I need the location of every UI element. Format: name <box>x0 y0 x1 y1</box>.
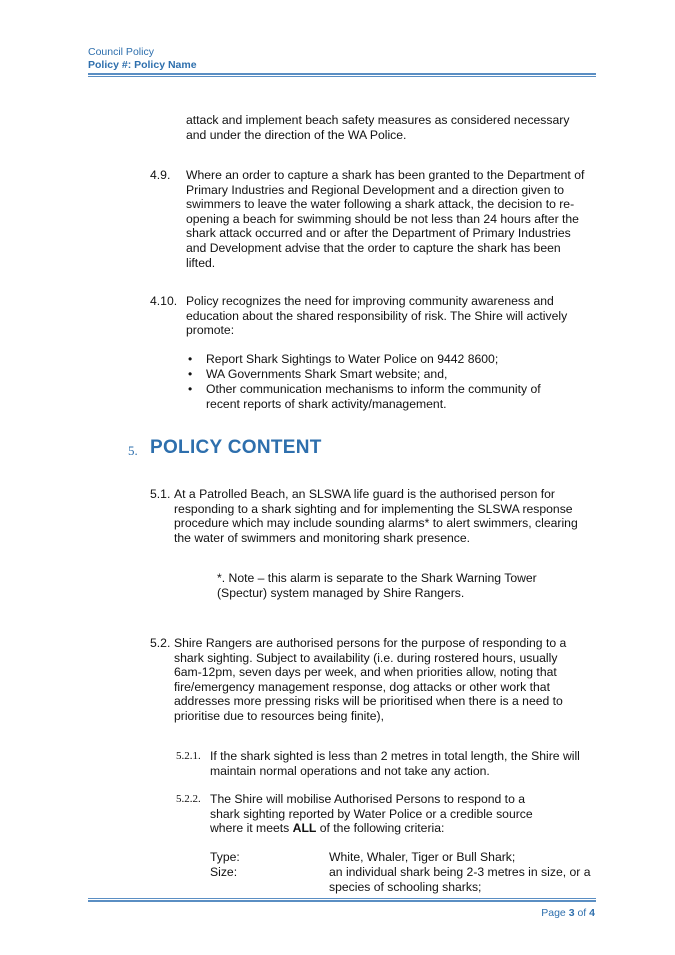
criteria-label: Type: <box>210 850 240 864</box>
item-text-4-10: Policy recognizes the need for improving community awareness and education about the shared responsibility of risk. The Shire will actively promote: <box>186 294 568 338</box>
page-word: Page <box>541 907 566 919</box>
bullet-dot: • <box>188 367 193 381</box>
criteria-emphasis: ALL <box>292 821 317 836</box>
paragraph-continuation: attack and implement beach safety measures as considered necessary and under the direction of the WA Police. <box>186 113 570 142</box>
criteria-intro-text: The Shire will mobilise Authorised Persons to respond to a shark sighting reported by Water Police or a credible source where it meets <box>210 792 533 836</box>
item-text-5-1: At a Patrolled Beach, an SLSWA life guard is the authorised person for responding to a shark sighting and for implementing the SLSWA response procedure which may include sounding alarms* to alert swimmers, clearing the water of swimmers and monitoring shark presence. <box>174 487 578 545</box>
criteria-label: Size: <box>210 865 238 879</box>
of-word: of <box>577 907 587 919</box>
bullet-item: WA Governments Shark Smart website; and, <box>206 367 448 381</box>
page-header <box>88 46 197 72</box>
item-number-5-2-1: 5.2.1. <box>176 750 201 762</box>
footer-rule <box>88 898 596 902</box>
section-number: 5. <box>128 443 138 458</box>
criteria-intro-end: of the following criteria: <box>316 821 445 836</box>
bullet-dot: • <box>188 382 193 396</box>
item-number-5-2-2: 5.2.2. <box>176 793 201 805</box>
criteria-value: an individual shark being 2-3 metres in size, or a species of schooling sharks; <box>329 865 591 894</box>
item-number-4-10: 4.10. <box>150 294 178 308</box>
alarm-note: *. Note – this alarm is separate to the Shark Warning Tower (Spectur) system managed by Shire Rangers. <box>217 571 537 600</box>
item-text-4-9: Where an order to capture a shark has been granted to the Department of Primary Industries and Regional Development and a direction given to swimmers to leave the water following a shark attack, the decision to re-opening a beach for swimming should be not less than 24 hours after the shark attack occurred and or after the Department of Primary Industries and Development advise that the order to capture the shark has been lifted. <box>186 168 585 270</box>
bullet-dot: • <box>188 352 193 366</box>
item-text-5-2: Shire Rangers are authorised persons for the purpose of responding to a shark sighting. Subject to availability (i.e. during rostered hours, usually 6am-12pm, seven days per week, and when priorities allow, noting that fire/emergency management response, dog attacks or other work that addresses more pressing risks will be prioritised when there is a need to prioritise due to resources being finite), <box>174 636 567 723</box>
section-heading: POLICY CONTENT <box>150 437 322 458</box>
header-policy-name: Policy #: Policy Name <box>88 59 197 71</box>
item-number-4-9: 4.9. <box>150 168 171 182</box>
bullet-item: Report Shark Sightings to Water Police on 9442 8600; <box>206 352 499 366</box>
current-page: 3 <box>568 907 575 919</box>
item-text-5-2-2 <box>210 792 550 836</box>
item-text-5-2-1: If the shark sighted is less than 2 metres in total length, the Shire will maintain normal operations and not take any action. <box>210 749 580 778</box>
header-rule <box>88 73 596 77</box>
criteria-value: White, Whaler, Tiger or Bull Shark; <box>329 850 516 864</box>
header-doc-type: Council Policy <box>88 46 154 58</box>
item-number-5-2: 5.2. <box>150 636 171 650</box>
total-pages: 4 <box>589 907 595 919</box>
page-number <box>541 907 595 919</box>
bullet-item: Other communication mechanisms to inform the community of recent reports of shark activity/management. <box>206 382 541 411</box>
item-number-5-1: 5.1. <box>150 487 171 501</box>
